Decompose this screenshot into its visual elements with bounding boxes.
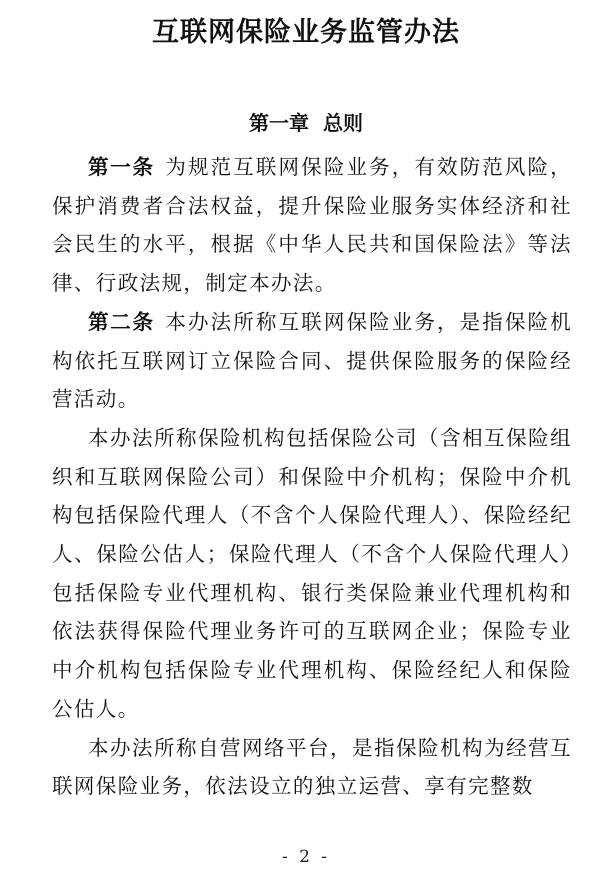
chapter-name: 总则 bbox=[323, 111, 363, 135]
paragraph-text: 本办法所称自营网络平台，是指保险机构为经营互联网保险业务，依法设立的独立运营、享有完整数 bbox=[52, 735, 572, 799]
article-1 bbox=[52, 148, 572, 303]
article-2-heading: 第二条 bbox=[88, 309, 155, 334]
article-1-heading: 第一条 bbox=[88, 155, 155, 179]
article-2 bbox=[52, 303, 572, 419]
page-number: - 2 - bbox=[281, 847, 331, 867]
article-2-paragraph-3 bbox=[52, 729, 572, 806]
chapter-heading bbox=[0, 109, 612, 137]
article-1-text: 为规范互联网保险业务，有效防范风险，保护消费者合法权益，提升保险业服务实体经济和社会民生的水平，根据《中华人民共和国保险法》等法律、行政法规，制定本办法。 bbox=[52, 155, 572, 296]
article-2-paragraph-2 bbox=[52, 419, 572, 729]
paragraph-text: 本办法所称保险机构包括保险公司（含相互保险组织和互联网保险公司）和保险中介机构；保险中介机构包括保险代理人（不含个人保险代理人）、保险经纪人、保险公估人；保险代理人（不含个人保险代理人）包括保险专业代理机构、银行类保险兼业代理机构和依法获得保险代理业务许可的互联网企业；保险专业中介机构包括保险专业代理机构、保险经纪人和保险公估人。 bbox=[52, 425, 572, 721]
article-2-text: 本办法所称互联网保险业务，是指保险机构依托互联网订立保险合同、提供保险服务的保险经营活动。 bbox=[52, 309, 572, 412]
chapter-label: 第一章 bbox=[249, 111, 309, 135]
document-body bbox=[52, 148, 572, 806]
document-title: 互联网保险业务监管办法 bbox=[152, 17, 460, 48]
